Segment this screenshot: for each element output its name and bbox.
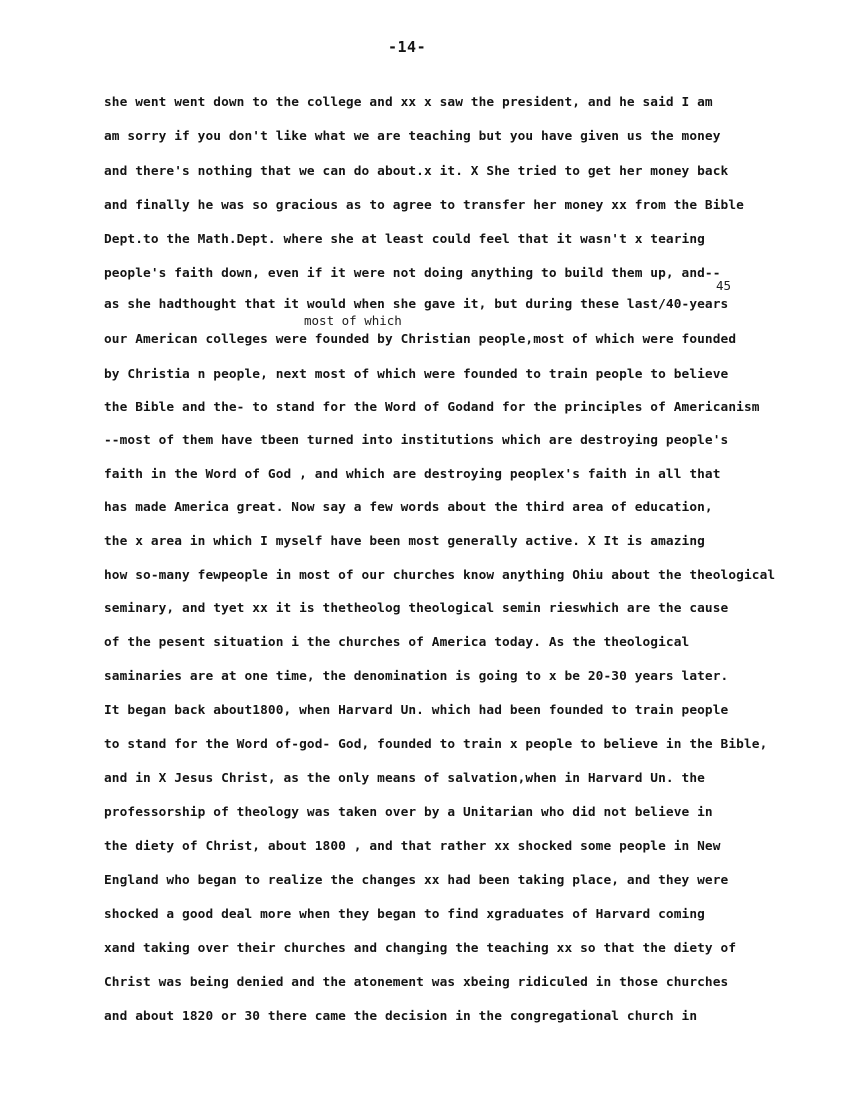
text-line: shocked a good deal more when they began to find xgraduates of Harvard coming: [104, 907, 705, 922]
text-line: and about 1820 or 30 there came the decision in the congregational church in: [104, 1009, 698, 1024]
text-line: Dept.to the Math.Dept. where she at least could feel that it wasn't x tearing: [104, 232, 705, 247]
text-line: --most of them have tbeen turned into institutions which are destroying people's: [104, 433, 729, 448]
text-line: seminary, and tyet xx it is thetheolog theological semin rieswhich are the cause: [104, 601, 729, 616]
text-line: the x area in which I myself have been most generally active. X It is amazing: [104, 534, 705, 549]
text-line: how so-many fewpeople in most of our churches know anything Ohiu about the theological: [104, 568, 776, 583]
text-line: she went went down to the college and xx x saw the president, and he said I am: [104, 95, 713, 110]
text-line: the diety of Christ, about 1800 , and that rather xx shocked some people in New: [104, 839, 721, 854]
text-line: our American colleges were founded by Christian people,most of which were founded: [104, 332, 737, 347]
text-line: the Bible and the- to stand for the Word of Godand for the principles of Americanism: [104, 400, 760, 415]
page-number: -14-: [388, 38, 427, 56]
text-line: and there's nothing that we can do about.x it. X She tried to get her money back: [104, 164, 729, 179]
text-line: as she hadthought that it would when she gave it, but during these last/40-years: [104, 297, 729, 312]
interlinear-insertion-45: 45: [716, 278, 732, 293]
text-line: and in X Jesus Christ, as the only means of salvation,when in Harvard Un. the: [104, 771, 705, 786]
text-line: faith in the Word of God , and which are destroying peoplex's faith in all that: [104, 467, 721, 482]
text-line: of the pesent situation i the churches of America today. As the theological: [104, 635, 690, 650]
interlinear-insertion-most-of-which: most of which: [304, 313, 402, 328]
text-line: and finally he was so gracious as to agree to transfer her money xx from the Bible: [104, 198, 744, 213]
text-line: to stand for the Word of-god- God, founded to train x people to believe in the Bible,: [104, 737, 768, 752]
text-line: saminaries are at one time, the denomination is going to x be 20-30 years later.: [104, 669, 729, 684]
text-line: by Christia n people, next most of which were founded to train people to believe: [104, 367, 729, 382]
text-line: Christ was being denied and the atonement was xbeing ridiculed in those churches: [104, 975, 729, 990]
text-line: am sorry if you don't like what we are teaching but you have given us the money: [104, 129, 721, 144]
text-line: people's faith down, even if it were not doing anything to build them up, and--: [104, 266, 721, 281]
text-line: has made America great. Now say a few words about the third area of education,: [104, 500, 713, 515]
text-line: It began back about1800, when Harvard Un. which had been founded to train people: [104, 703, 729, 718]
text-line: xand taking over their churches and changing the teaching xx so that the diety of: [104, 941, 737, 956]
text-line: England who began to realize the changes xx had been taking place, and they were: [104, 873, 729, 888]
text-line: professorship of theology was taken over by a Unitarian who did not believe in: [104, 805, 713, 820]
